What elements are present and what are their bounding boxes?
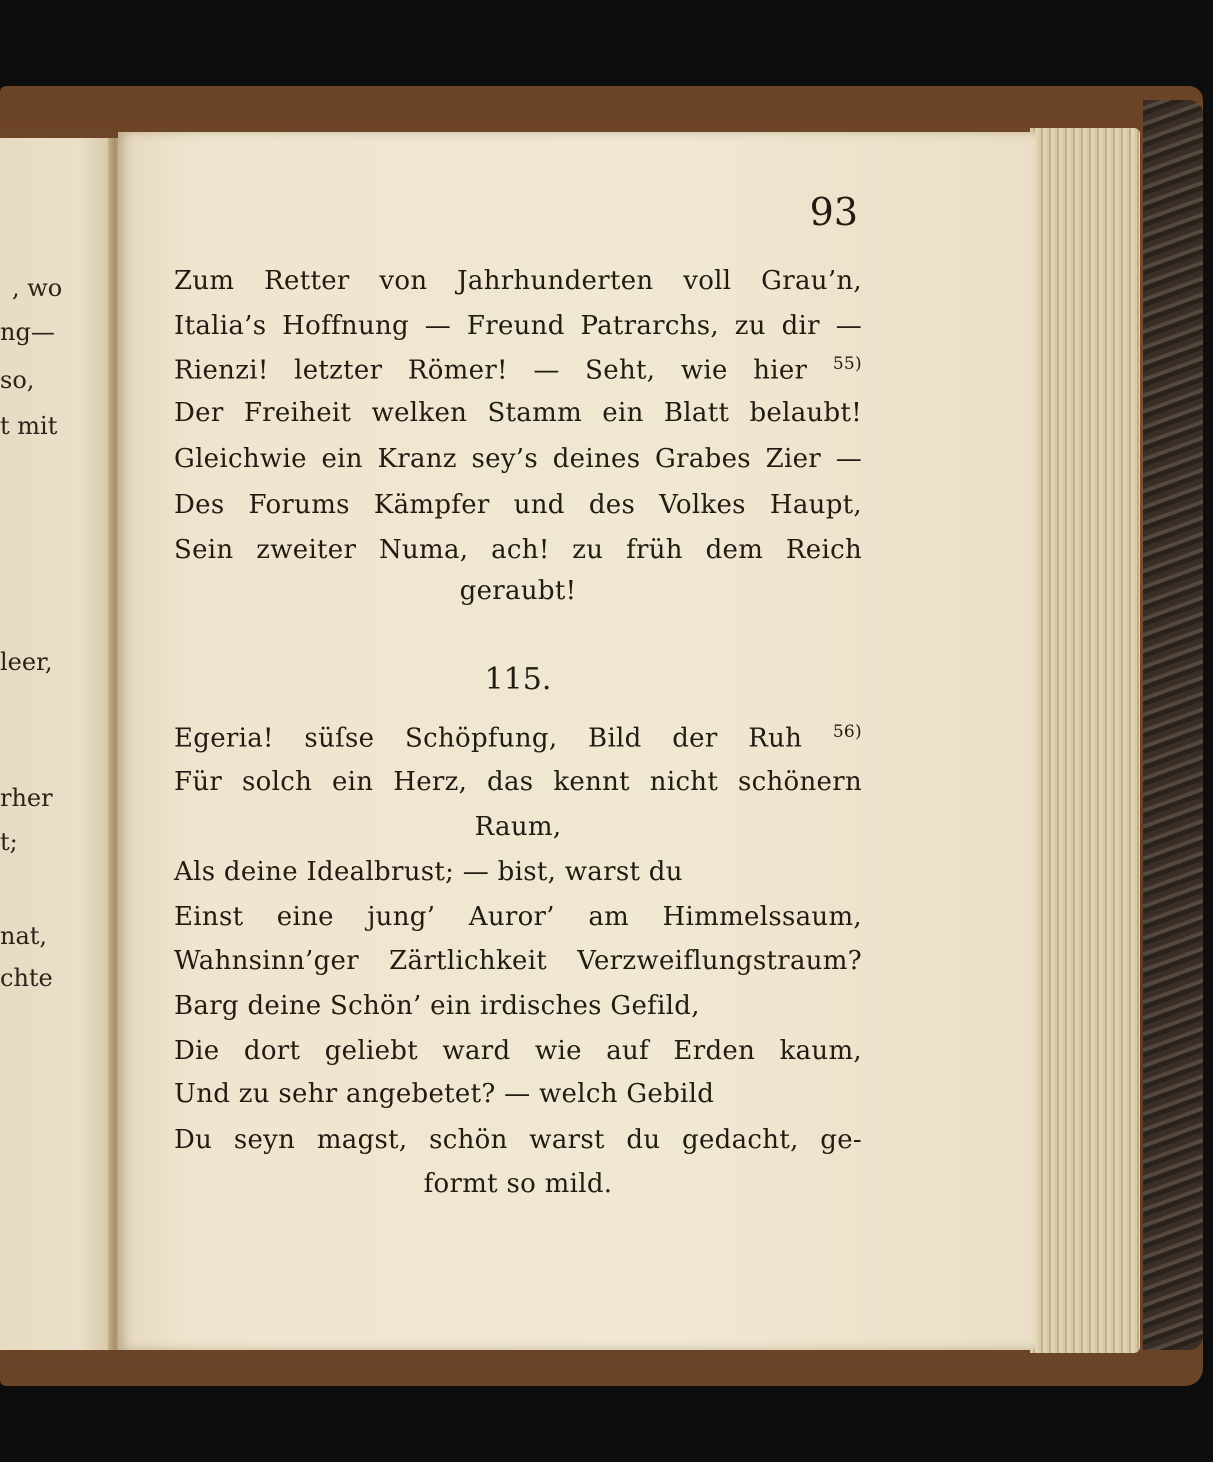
verse-line: Die dort geliebt ward wie auf Erden kaum,	[174, 1036, 862, 1066]
verse-line: Einst eine jung’ Auror’ am Himmelssaum,	[174, 902, 862, 932]
footnote-ref: 56)	[832, 722, 862, 742]
footnote-ref: 55)	[832, 354, 862, 374]
verse-line: Des Forums Kämpfer und des Volkes Haupt,	[174, 490, 862, 520]
verse-line: Du seyn magst, schön warst du gedacht, ge-	[174, 1125, 862, 1155]
verse-line: Und zu sehr angebetet? — welch Gebild	[174, 1079, 715, 1109]
verse-line: Wahnsinn’ger Zärtlichkeit Verzweiflungstraum?	[174, 946, 862, 976]
left-fragment: , wo	[12, 274, 63, 302]
verse-line: Gleichwie ein Kranz sey’s deines Grabes Zier —	[174, 444, 862, 474]
verse-line: formt so mild.	[423, 1169, 613, 1199]
verse-line: Egeria! süſse Schöpfung, Bild der Ruh $^{56)}$	[174, 722, 862, 754]
left-fragment: t;	[0, 828, 18, 856]
left-fragment: so,	[0, 366, 35, 394]
verse-line: Für solch ein Herz, das kennt nicht schönern	[174, 767, 862, 797]
verse-line: Italia’s Hoffnung — Freund Patrarchs, zu dir —	[174, 311, 862, 341]
verse-line: Zum Retter von Jahrhunderten voll Grau’n,	[174, 266, 862, 296]
verse-line: geraubt!	[459, 576, 577, 606]
verse-line: Raum,	[474, 812, 562, 842]
left-fragment: ng—	[0, 318, 55, 346]
left-fragment: t mit	[0, 412, 58, 440]
verse-line: Als deine Idealbrust; — bist, warst du	[174, 857, 683, 887]
page-edges	[1030, 128, 1140, 1353]
left-fragment: leer,	[0, 648, 53, 676]
verse-line: Barg deine Schön’ ein irdisches Gefild,	[174, 991, 700, 1021]
left-page	[0, 138, 112, 1350]
verse-line: Sein zweiter Numa, ach! zu früh dem Reich	[174, 535, 862, 565]
marbled-cover-edge	[1143, 100, 1203, 1350]
page-93	[118, 132, 1036, 1350]
left-fragment: nat,	[0, 922, 48, 950]
left-fragment: rher	[0, 784, 53, 812]
page-number: 93	[809, 190, 858, 234]
verse-line: Der Freiheit welken Stamm ein Blatt belaubt!	[174, 398, 862, 428]
verse-line: Rienzi! letzter Römer! — Seht, wie hier $^{55)}$	[174, 354, 862, 386]
stanza-heading: 115.	[484, 662, 552, 697]
left-fragment: chte	[0, 964, 53, 992]
